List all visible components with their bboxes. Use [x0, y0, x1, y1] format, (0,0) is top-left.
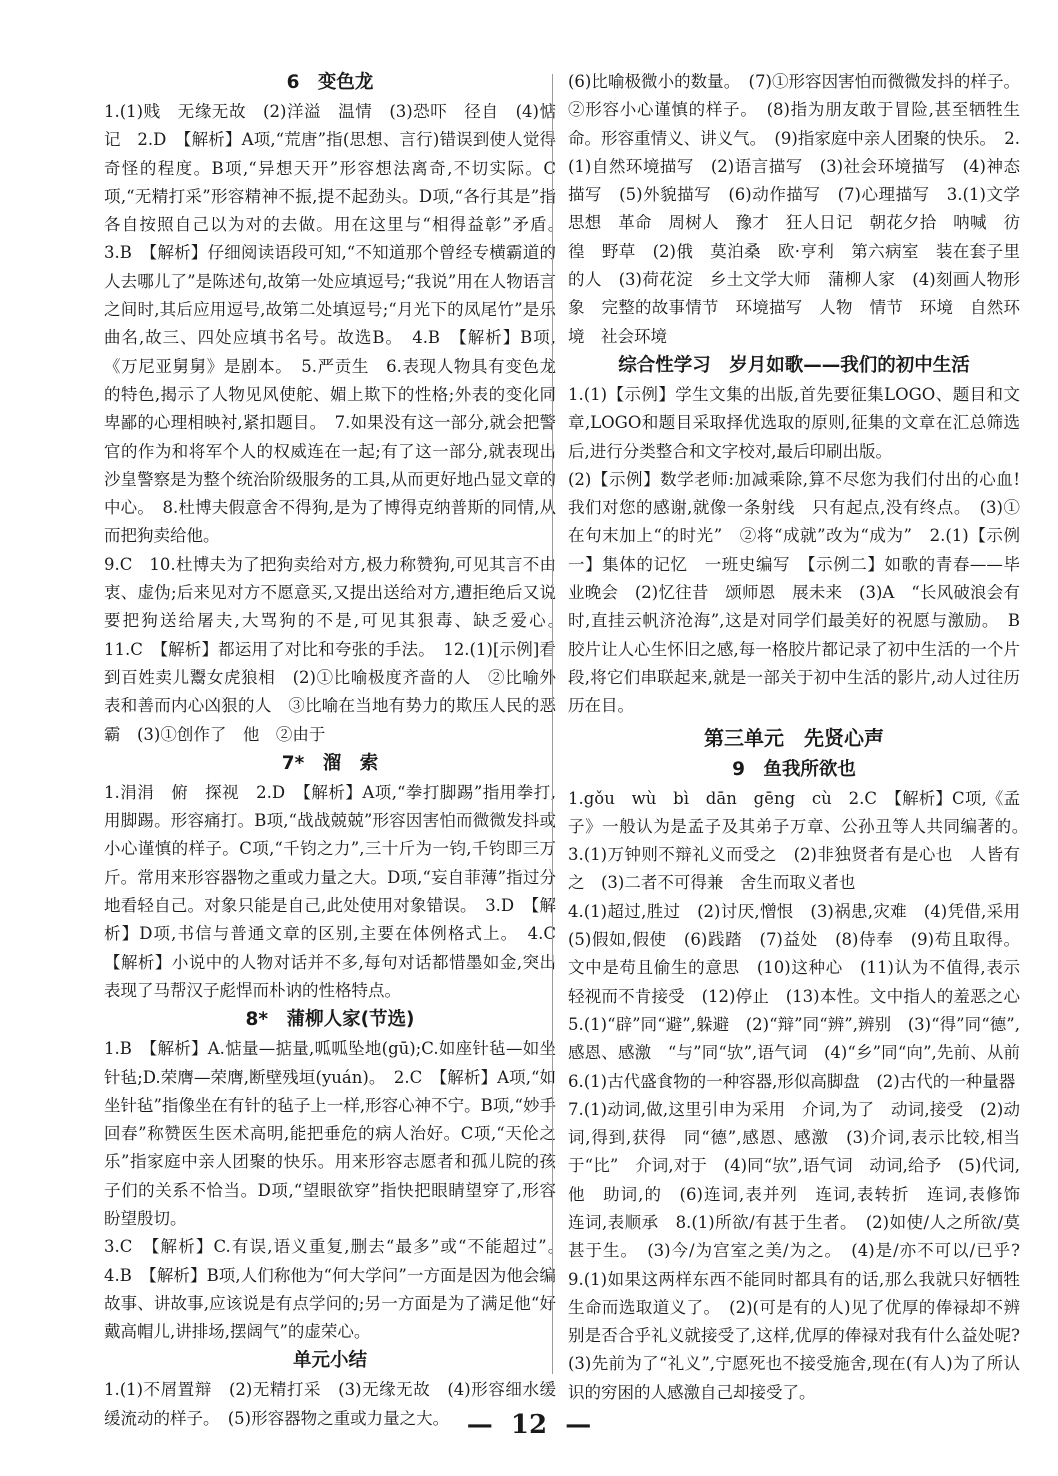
page-number: — 12 — — [466, 1410, 592, 1440]
answer-paragraph: 1.B 【解析】A.惦量—掂量,呱呱坠地(gū);C.如座针毡—如坐针毡;D.荣膺—荣膺,断壁残垣(yuán)。 2.C 【解析】A项,“如坐针毡”指像坐在有针的毡子上一样,形容心神不宁。B项,“妙手回春”称赞医生医术高明,能把垂危的病人治好。C项,“天伦之乐”指家庭中亲人团聚的快乐。用来形容志愿者和孤儿院的孩子们的关系不恰当。D项,“望眼欲穿”指快把眼睛望穿了,形容盼望殷切。 — [104, 1039, 556, 1228]
unit-heading: 第三单元 先贤心声 — [704, 725, 884, 750]
answer-paragraph: 9.C 10.杜博夫为了把狗卖给对方,极力称赞狗,可见其言不由衷、虚伪;后来见对方不愿意买,又提出送给对方,遭拒绝后又说要把狗送给屠夫,大骂狗的不是,可见其狠毒、缺乏爱心。 11.C 【解析】都运用了对比和夸张的手法。 12.(1)[示例]看到百姓卖儿鬻女虎狼相 (2)①比喻极度齐啬的人 ②比喻外表和善而内心凶狠的人 ③比喻在当地有势力的欺压人民的恶霸 (3)①创作了 他 ②由于 — [104, 554, 573, 744]
answer-paragraph: 1.(1)【示例】学生文集的出版,首先要征集LOGO、题目和文章,LOGO和题目采取择优选取的原则,征集的文章在汇总筛选后,进行分类整合和文字校对,最后印刷出版。 — [568, 384, 1020, 461]
answer-paragraph: 1.(1)不屑置辩 (2)无精打采 (3)无缘无故 (4)形容细水缓缓流动的样子。 (5)形容器物之重或力量之大。 — [104, 1380, 556, 1428]
answer-paragraph: 4.(1)超过,胜过 (2)讨厌,憎恨 (3)祸患,灾难 (4)凭借,采用 (5)假如,假使 (6)践踏 (7)益处 (8)侍奉 (9)苟且取得。文中是苟且偷生的意思 (10)这种心 (11)认为不值得,表示轻视而不肯接受 (12)停止 (13)本性。文中指人的羞恶之心 5.(1)“辟”同“避”,躲避 (2)“辩”同“辨”,辨别 (3)“得”同“德”,感恩、感激 “与”同“欤”,语气词 (4)“乡”同“向”,先前、从前 6.(1)古代盛食物的一种容器,形似高脚盘 (2)古代的一种量器 — [568, 901, 1037, 1091]
section-heading: 综合性学习 岁月如歌——我们的初中生活 — [618, 354, 970, 376]
section-heading: 6 变色龙 — [286, 72, 374, 93]
answer-paragraph: 1.gǒu wù bì dān gēng cù 2.C 【解析】C项,《孟子》一般认为是孟子及其弟子万章、公孙丑等人共同编著的。 3.(1)万钟则不辩礼义而受之 (2)非独贤者有是心也 人皆有之 (3)二者不可得兼 舍生而取义者也 — [568, 788, 1037, 893]
answer-paragraph: 3.C 【解析】C.有误,语义重复,删去“最多”或“不能超过”。 4.B 【解析】B项,人们称他为“何大学问”一方面是因为他会编故事、讲故事,应该说是有点学问的;另一方面是为了满足他“好戴高帽儿,讲排场,摆阔气”的虚荣心。 — [104, 1237, 573, 1342]
answer-paragraph: 1.(1)贱 无缘无故 (2)洋溢 温情 (3)恐吓 径自 (4)惦记 2.D 【解析】A项,“荒唐”指(思想、言行)错误到使人觉得奇怪的程度。B项,“异想天开”形容想法离奇,不切实际。C项,“无精打采”形容精神不振,提不起劲头。D项,“各行其是”指各自按照自己以为对的去做。用在这里与“相得益彰”矛盾。 3.B 【解析】仔细阅读语段可知,“不知道那个曾经专横霸道的人去哪儿了”是陈述句,故第一处应填逗号;“我说”用在人物语言之间时,其后应用逗号,故第二处填逗号;“月光下的凤尾竹”是乐曲名,故三、四处应填书名号。故选B。 4.B 【解析】B项,《万尼亚舅舅》是剧本。 5.严贡生 6.表现人物具有变色龙的特色,揭示了人物见风使舵、媚上欺下的性格;外表的变化同卑鄙的心理相映衬,紧扣题目。 7.如果没有这一部分,就会把警官的作为和将军个人的权威连在一起;有了这一部分,就表现出沙皇警察是为整个统治阶级服务的工具,从而更好地凸显文章的中心。 8.杜博夫假意舍不得狗,是为了博得克纳普斯的同情,从而把狗卖给他。 — [104, 102, 573, 546]
left-column — [104, 68, 573, 1433]
section-heading: 9 鱼我所欲也 — [732, 758, 856, 780]
section-heading: 7* 溜 索 — [281, 752, 379, 774]
answer-paragraph: (2)【示例】数学老师:加减乘除,算不尽您为我们付出的心血!我们对您的感谢,就像一条射线 只有起点,没有终点。 (3)①在句末加上“的时光” ②将“成就”改为“成为” 2.(1)【示例一】集体的记忆 一班史编写 【示例二】如歌的青春——毕业晚会 (2)忆往昔 颂师恩 展未来 (3)A “长风破浪会有时,直挂云帆济沧海”,这是对同学们最美好的祝愿与激励。 B 胶片让人心生怀旧之感,每一格胶片都记录了初中生活的一个片段,将它们串联起来,就是一部关于初中生活的影片,动人过往历历在目。 — [568, 469, 1037, 716]
section-heading: 单元小结 — [292, 1350, 367, 1372]
answer-paragraph: 7.(1)动词,做,这里引申为采用 介词,为了 动词,接受 (2)动词,得到,获得 同“德”,感恩、感激 (3)介词,表示比较,相当于“比” 介词,对于 (4)同“欤”,语气词 动词,给予 (5)代词,他 助词,的 (6)连词,表并列 连词,表转折 连词,表修饰 连词,表顺承 8.(1)所欲/有甚于生者。 (2)如使/人之所欲/莫甚于生。 (3)今/为宫室之美/为之。 (4)是/亦不可以/已乎? 9.(1)如果这两样东西不能同时都具有的话,那么我就只好牺牲生命而选取道义了。 (2)(可是有的人)见了优厚的俸禄却不辨别是否合乎礼义就接受了,这样,优厚的俸禄对我有什么益处呢? (3)先前为了“礼义”,宁愿死也不接受施舍,现在(有人)为了所认识的穷困的人感激自己却接受了。 — [568, 1099, 1037, 1402]
answer-paragraph: (6)比喻极微小的数量。 (7)①形容因害怕而微微发抖的样子。②形容小心谨慎的样子。 (8)指为朋友敢于冒险,甚至牺牲生命。形容重情义、讲义气。 (9)指家庭中亲人团聚的快乐。 2.(1)自然环境描写 (2)语言描写 (3)社会环境描写 (4)神态描写 (5)外貌描写 (6)动作描写 (7)心理描写 3.(1)文学 思想 革命 周树人 豫才 狂人日记 朝花夕拾 呐喊 彷徨 野草 (2)俄 莫泊桑 欧·亨利 第六病室 装在套子里的人 (3)荷花淀 乡土文学大师 蒲柳人家 (4)刻画人物形象 完整的故事情节 环境描写 人物 情节 环境 自然环境 社会环境 — [568, 72, 1037, 346]
page-number-value: 12 — [510, 1410, 548, 1440]
answer-paragraph: 1.涓涓 俯 探视 2.D 【解析】A项,“拳打脚踢”指用拳打,用脚踢。形容痛打。B项,“战战兢兢”形容因害怕而微微发抖或小心谨慎的样子。C项,“千钧之力”,三十斤为一钧,千钧即三万斤。常用来形容器物之重或力量之大。D项,“妄自菲薄”指过分地看轻自己。对象只能是自己,此处使用对象错误。 3.D 【解析】D项,书信与普通文章的区别,主要在体例格式上。 4.C 【解析】小说中的人物对话并不多,每句对话都惜墨如金,突出表现了马帮汉子彪悍而朴讷的性格特点。 — [104, 782, 573, 1000]
section-heading: 8* 蒲柳人家(节选) — [245, 1009, 415, 1031]
right-column — [568, 68, 1037, 1407]
column-divider — [552, 74, 553, 1374]
